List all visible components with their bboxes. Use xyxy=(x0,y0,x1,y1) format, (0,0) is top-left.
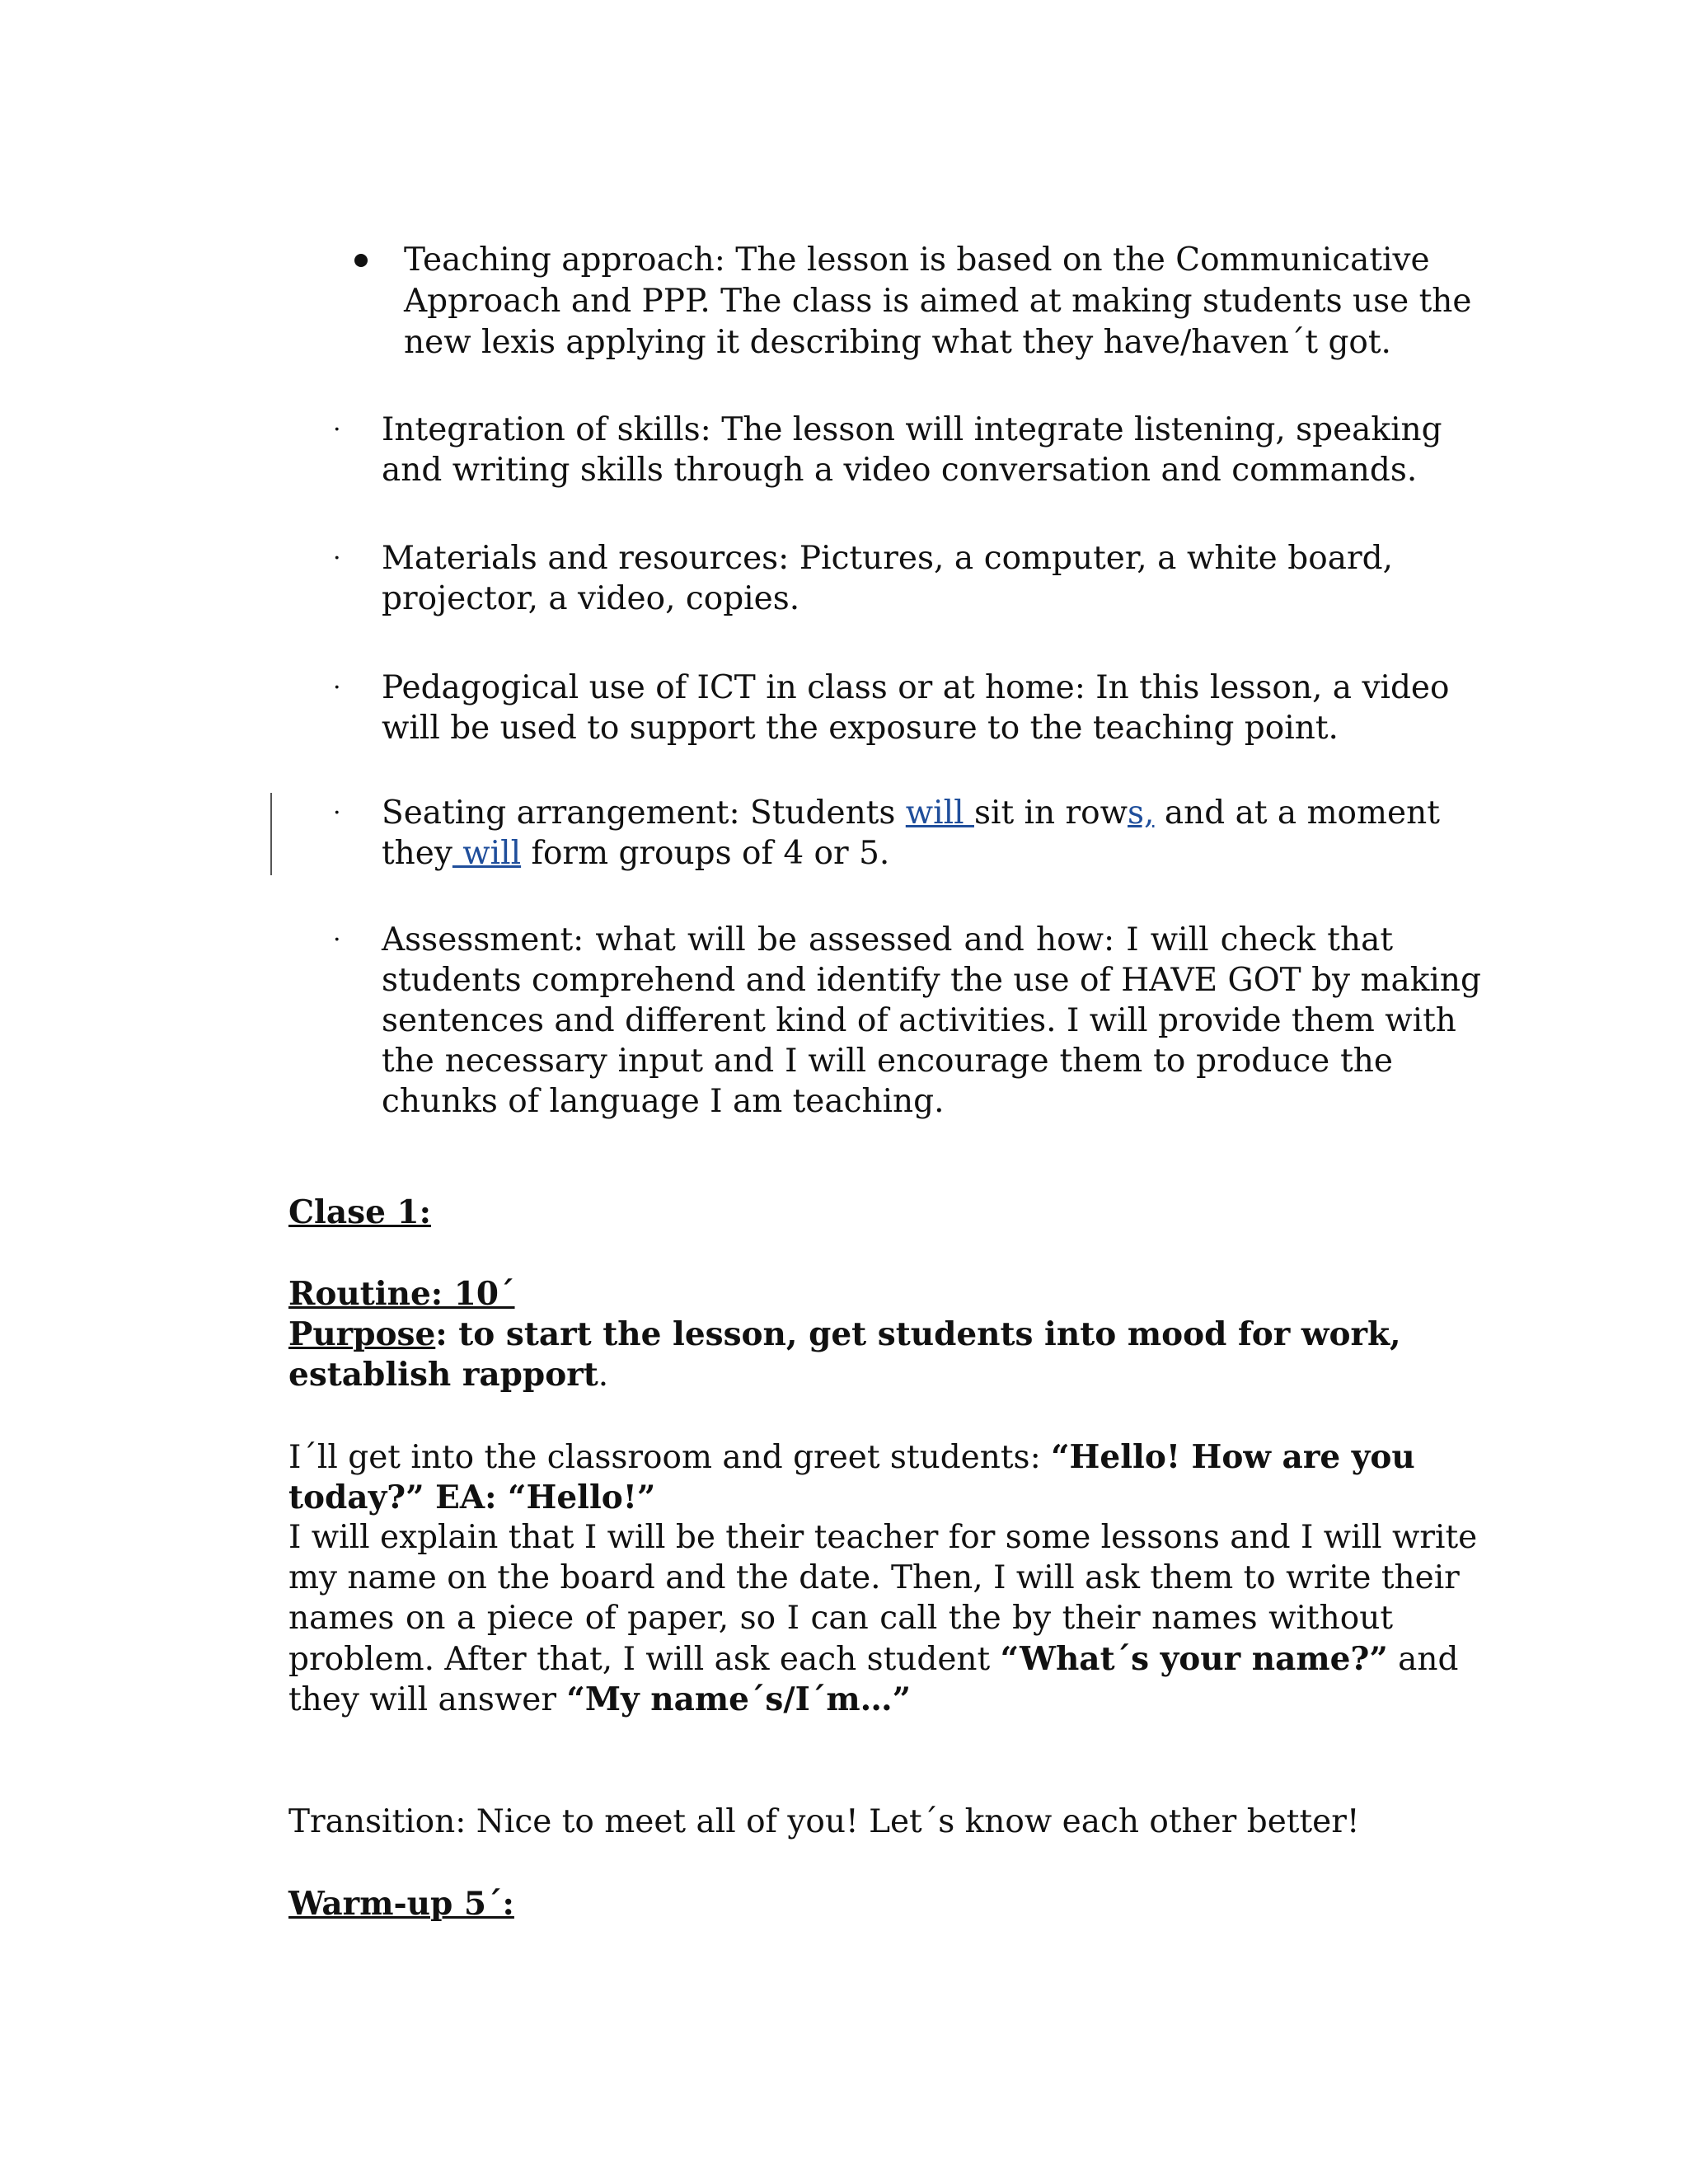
purpose-text: : to start the lesson, get students into mood for work, xyxy=(435,1315,1401,1353)
bullet-mark-icon: · xyxy=(333,799,341,827)
warmup-heading: Warm-up 5´: xyxy=(288,1885,514,1923)
greeting-plain: I´ll get into the classroom and greet students: xyxy=(288,1439,1052,1476)
explain-line-1: I will explain that I will be their teacher for some lessons and I will write xyxy=(288,1519,1478,1556)
explain-answer: “My name´s/I´m…” xyxy=(566,1680,912,1718)
bullet-1-line-2: Approach and PPP. The class is aimed at making students use the xyxy=(404,283,1472,320)
seating-text-e: and at a moment xyxy=(1154,794,1440,832)
bullet-6-line-5: chunks of language I am teaching. xyxy=(382,1083,945,1120)
bullet-5-line-2 xyxy=(382,833,889,874)
seating-text-c: sit in row xyxy=(973,794,1128,832)
purpose-period: . xyxy=(598,1357,609,1394)
seating-text-h: form groups of 4 or 5. xyxy=(521,835,890,872)
change-bar xyxy=(270,793,272,875)
explain-line-2: my name on the board and the date. Then, I will ask them to write their xyxy=(288,1559,1460,1596)
greeting-quote: “Hello! How are you xyxy=(1051,1438,1415,1476)
bullet-mark-icon: · xyxy=(333,544,341,573)
bullet-6-line-4: the necessary input and I will encourage them to produce the xyxy=(382,1043,1393,1080)
explain-line-5 xyxy=(288,1679,911,1721)
purpose-label: Purpose xyxy=(288,1315,436,1353)
explain-question: “What´s your name?” xyxy=(1000,1640,1388,1678)
bullet-mark-icon: · xyxy=(333,673,341,702)
bullet-6-line-3: sentences and different kind of activities. I will provide them with xyxy=(382,1002,1456,1039)
clase-heading: Clase 1: xyxy=(288,1193,432,1231)
bullet-dot-icon xyxy=(354,254,368,267)
tracked-insert-s[interactable]: s, xyxy=(1128,794,1155,832)
bullet-6-line-2: students comprehend and identify the use of HAVE GOT by making xyxy=(382,962,1481,999)
greeting-line-2: today?” EA: “Hello!” xyxy=(288,1479,656,1516)
bullet-2-line-2: and writing skills through a video conversation and commands. xyxy=(382,452,1418,489)
bullet-1-line-3: new lexis applying it describing what they have/haven´t got. xyxy=(404,324,1391,361)
seating-text-f: they xyxy=(382,835,452,872)
tracked-insert-will[interactable]: will xyxy=(905,794,974,832)
bullet-3-line-2: projector, a video, copies. xyxy=(382,580,800,617)
explain-line-3: names on a piece of paper, so I can call the by their names without xyxy=(288,1600,1393,1637)
bullet-mark-icon: · xyxy=(333,415,341,444)
bullet-3-line-1: Materials and resources: Pictures, a computer, a white board, xyxy=(382,540,1393,577)
purpose-line-1 xyxy=(288,1314,1401,1355)
purpose-rapport: establish rapport xyxy=(288,1356,598,1394)
greeting-line-1 xyxy=(288,1436,1415,1479)
bullet-6-line-1: Assessment: what will be assessed and how: I will check that xyxy=(382,921,1393,958)
tracked-insert-will-2[interactable]: will xyxy=(452,835,522,872)
explain-answer-plain: they will answer xyxy=(288,1681,567,1718)
bullet-2-line-1: Integration of skills: The lesson will integrate listening, speaking xyxy=(382,411,1442,448)
bullet-4-line-2: will be used to support the exposure to the teaching point. xyxy=(382,710,1339,747)
bullet-5-line-1 xyxy=(382,793,1440,834)
purpose-line-2 xyxy=(288,1354,608,1396)
bullet-1-line-1: Teaching approach: The lesson is based on the Communicative xyxy=(404,241,1430,279)
bullet-mark-icon: · xyxy=(333,926,341,954)
explain-plain: problem. After that, I will ask each student xyxy=(288,1641,1001,1678)
bullet-4-line-1: Pedagogical use of ICT in class or at home: In this lesson, a video xyxy=(382,669,1450,706)
transition-text: Transition: Nice to meet all of you! Let´s know each other better! xyxy=(288,1803,1360,1840)
explain-line-4 xyxy=(288,1638,1459,1680)
explain-and: and xyxy=(1387,1641,1459,1678)
seating-text-a: Seating arrangement: Students xyxy=(382,794,906,832)
routine-heading: Routine: 10´ xyxy=(288,1275,515,1313)
